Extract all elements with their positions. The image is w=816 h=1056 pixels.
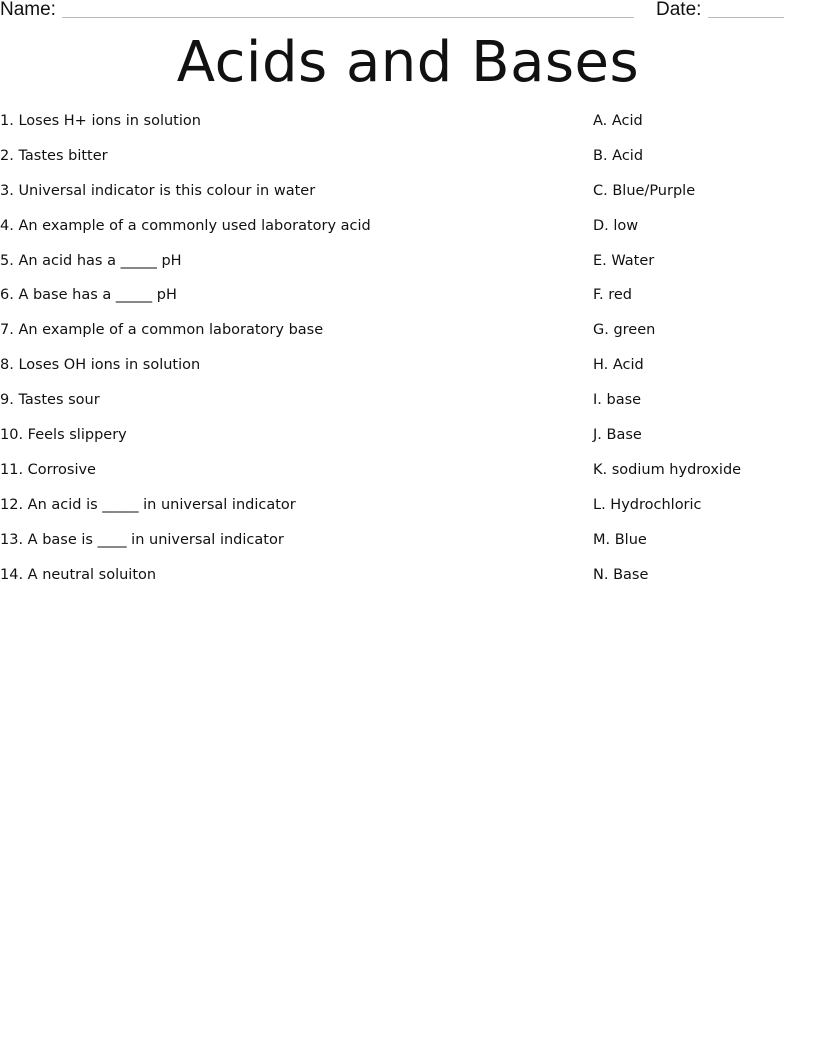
- clue-item: 5. An acid has a _____ pH: [0, 252, 182, 269]
- clue-item: 8. Loses OH ions in solution: [0, 357, 201, 374]
- answer-item: A. Acid: [593, 113, 643, 129]
- clue-item: 6. A base has a _____ pH: [0, 287, 177, 304]
- clue-item: 9. Tastes sour: [0, 392, 100, 409]
- clue-item: 13. A base is ____ in universal indicator: [0, 531, 284, 548]
- clue-item: 11. Corrosive: [0, 461, 96, 478]
- answer-item: K. sodium hydroxide: [593, 461, 742, 478]
- date-label: Date:: [656, 0, 702, 20]
- clue-item: 1. Loses H+ ions in solution: [0, 113, 201, 129]
- worksheet-header: [0, 0, 816, 24]
- page-title: Acids and Bases: [176, 30, 640, 95]
- clue-item: 3. Universal indicator is this colour in water: [0, 182, 316, 199]
- name-label: Name:: [0, 0, 56, 20]
- answer-item: M. Blue: [593, 531, 647, 548]
- clue-item: 2. Tastes bitter: [0, 147, 108, 164]
- clue-item: 7. An example of a common laboratory base: [0, 322, 324, 339]
- answer-item: G. green: [593, 322, 656, 339]
- clue-item: 4. An example of a commonly used laboratory acid: [0, 217, 371, 234]
- clue-item: 12. An acid is _____ in universal indicator: [0, 496, 296, 513]
- answer-item: E. Water: [593, 252, 655, 269]
- answer-item: L. Hydrochloric: [593, 496, 702, 513]
- clue-item: 10. Feels slippery: [0, 427, 127, 444]
- answer-item: B. Acid: [593, 147, 644, 164]
- answer-item: H. Acid: [593, 357, 644, 374]
- answer-item: N. Base: [593, 566, 649, 583]
- answer-item: C. Blue/Purple: [593, 182, 696, 199]
- clue-list: [0, 112, 560, 600]
- name-field-line: [62, 17, 634, 18]
- answer-item: I. base: [593, 392, 642, 409]
- answer-item: J. Base: [593, 427, 642, 444]
- answer-item: D. low: [593, 217, 639, 234]
- answer-item: F. red: [593, 287, 632, 304]
- clue-item: 14. A neutral soluiton: [0, 566, 157, 583]
- date-field-line: [708, 17, 784, 18]
- answer-list: [593, 112, 813, 600]
